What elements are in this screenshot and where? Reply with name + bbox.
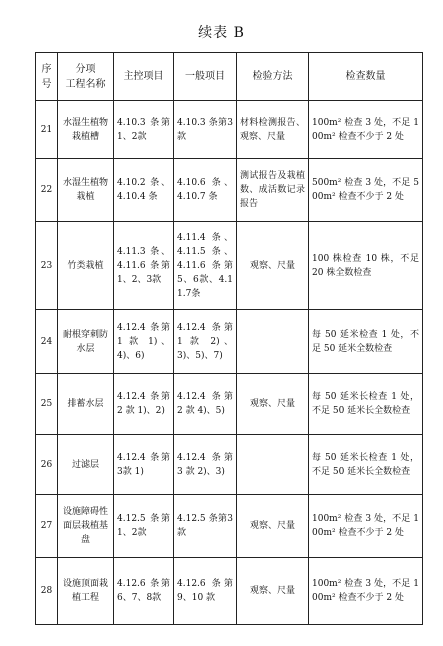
cell-general: 4.12.4 条第 2 款 4)、5) — [174, 374, 237, 435]
cell-name: 设施障碍性面层栽植基盘 — [58, 495, 114, 558]
cell-no: 27 — [36, 495, 58, 558]
cell-general: 4.11.4 条、4.11.5 条、4.11.6 条第5、6款、4.11.7条 — [174, 222, 237, 310]
cell-name: 竹类栽植 — [58, 222, 114, 310]
header-quantity: 检查数量 — [309, 53, 423, 101]
header-no: 序号 — [36, 53, 58, 101]
cell-no: 24 — [36, 310, 58, 374]
cell-method — [237, 310, 309, 374]
cell-main: 4.11.3 条、4.11.6 条第1、2、3款 — [114, 222, 174, 310]
cell-general: 4.12.4 条第 1 款 2)、3)、5)、7) — [174, 310, 237, 374]
header-name: 分项 工程名称 — [58, 53, 114, 101]
cell-method — [237, 435, 309, 495]
cell-main: 4.10.2 条、4.10.4 条 — [114, 159, 174, 222]
cell-method: 观察、尺量 — [237, 374, 309, 435]
table-row — [36, 222, 423, 310]
cell-main: 4.12.5 条第1、2款 — [114, 495, 174, 558]
cell-main: 4.12.6 条第6、7、8款 — [114, 558, 174, 625]
cell-name: 水湿生植物栽植 — [58, 159, 114, 222]
table-caption: 续表 B — [198, 25, 245, 41]
cell-main: 4.10.3 条第1、2款 — [114, 101, 174, 159]
table-header-row — [36, 53, 423, 101]
cell-general: 4.10.6 条、4.10.7 条 — [174, 159, 237, 222]
cell-main: 4.12.4 条第 2 款 1)、2) — [114, 374, 174, 435]
table-row — [36, 435, 423, 495]
cell-main: 4.12.4 条第3款 1) — [114, 435, 174, 495]
table-row — [36, 101, 423, 159]
cell-general: 4.12.6 条第 9、10 款 — [174, 558, 237, 625]
cell-method: 材料检测报告、观察、尺量 — [237, 101, 309, 159]
cell-quantity: 100 株检查 10 株，不足 20 株全数检查 — [309, 222, 423, 310]
cell-name: 过滤层 — [58, 435, 114, 495]
cell-quantity: 100m² 检查 3 处，不足 100m² 检查不少于 2 处 — [309, 101, 423, 159]
cell-no: 28 — [36, 558, 58, 625]
cell-quantity: 每 50 延米长检查 1 处，不足 50 延米长全数检查 — [309, 374, 423, 435]
cell-no: 21 — [36, 101, 58, 159]
table-row — [36, 159, 423, 222]
cell-quantity: 每 50 延米检查 1 处，不足 50 延米全数检查 — [309, 310, 423, 374]
header-method: 检验方法 — [237, 53, 309, 101]
cell-quantity: 500m² 检查 3 处，不足 500m² 检查不少于 2 处 — [309, 159, 423, 222]
cell-general: 4.12.5 条第3款 — [174, 495, 237, 558]
cell-method: 观察、尺量 — [237, 222, 309, 310]
cell-quantity: 每 50 延米长检查 1 处，不足 50 延米长全数检查 — [309, 435, 423, 495]
cell-name: 设施顶面栽植工程 — [58, 558, 114, 625]
cell-method: 测试报告及栽植数、成活数记录报告 — [237, 159, 309, 222]
cell-no: 22 — [36, 159, 58, 222]
cell-name: 耐根穿刺防水层 — [58, 310, 114, 374]
cell-quantity: 100m² 检查 3 处，不足 100m² 检查不少于 2 处 — [309, 495, 423, 558]
cell-method: 观察、尺量 — [237, 495, 309, 558]
cell-no: 26 — [36, 435, 58, 495]
cell-name: 水湿生植物栽植槽 — [58, 101, 114, 159]
table-row — [36, 495, 423, 558]
cell-general: 4.12.4 条第 3 款 2)、3) — [174, 435, 237, 495]
cell-name: 排蓄水层 — [58, 374, 114, 435]
header-main: 主控项目 — [114, 53, 174, 101]
cell-no: 25 — [36, 374, 58, 435]
table-row — [36, 558, 423, 625]
cell-main: 4.12.4 条第 1 款 1)、4)、6) — [114, 310, 174, 374]
cell-quantity: 100m² 检查 3 处，不足 100m² 检查不少于 2 处 — [309, 558, 423, 625]
cell-general: 4.10.3 条第3款 — [174, 101, 237, 159]
table-row — [36, 374, 423, 435]
header-general: 一般项目 — [174, 53, 237, 101]
cell-no: 23 — [36, 222, 58, 310]
table-row — [36, 310, 423, 374]
inspection-table — [35, 52, 423, 625]
cell-method: 观察、尺量 — [237, 558, 309, 625]
